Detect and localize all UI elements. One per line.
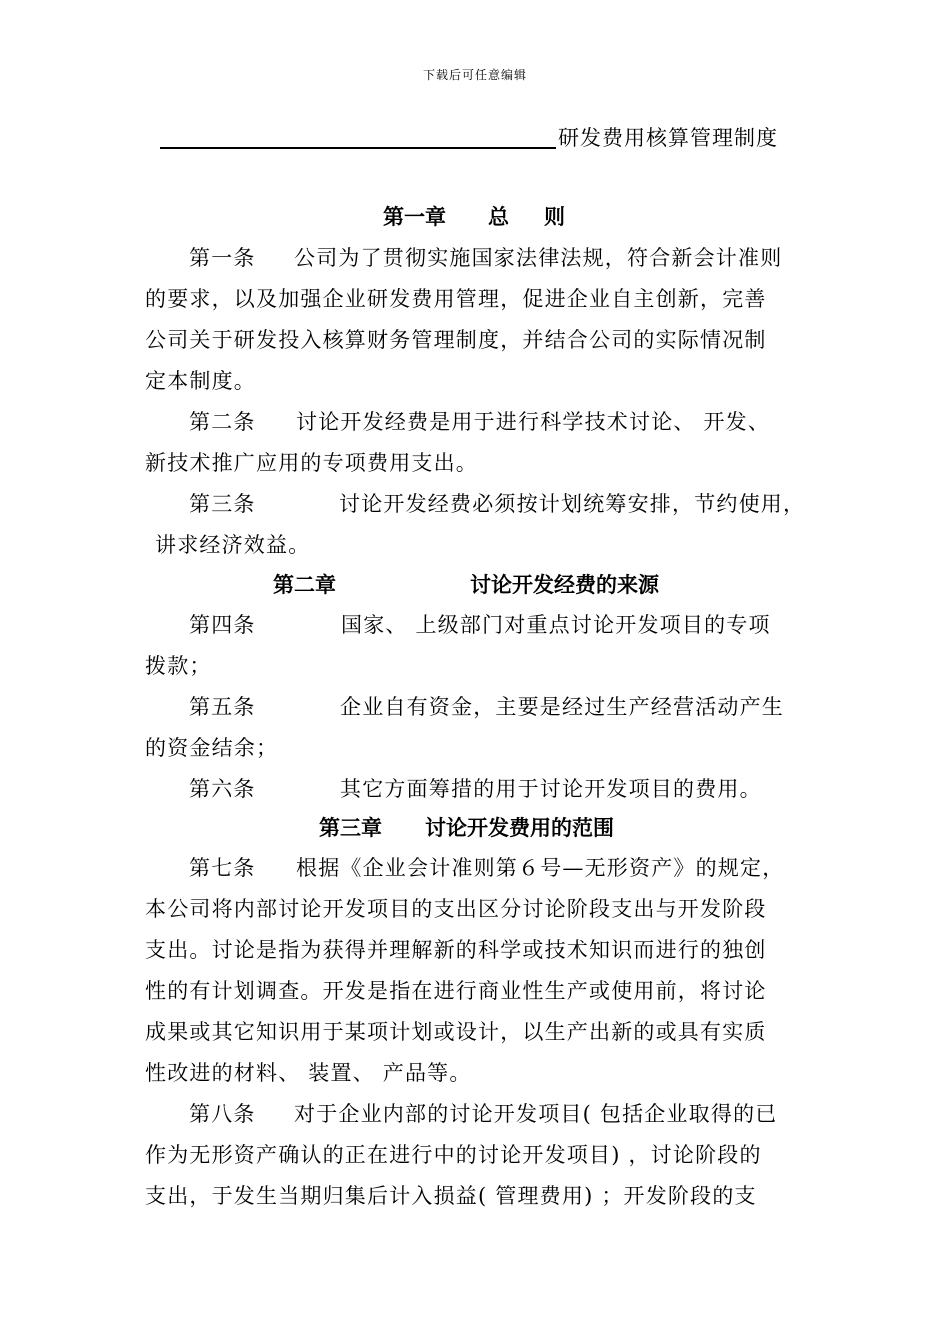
chapter-3-number: 第三章	[319, 815, 382, 840]
article-4-line-1: 国家、 上级部门对重点讨论开发项目的专项	[341, 613, 771, 637]
article-3-line-1: 讨论开发经费必须按计划统筹安排，节约使用，	[339, 492, 806, 516]
article-8-line-2: 作为无形资产确认的正在进行中的讨论开发项目) ，讨论阶段的	[145, 1143, 762, 1167]
article-8-label: 第八条	[189, 1102, 256, 1126]
article-1-line-1: 公司为了贯彻实施国家法律法规，符合新会计准则	[294, 246, 783, 270]
article-7-line-1: 根据《企业会计准则第６号—无形资产》的规定，	[296, 856, 785, 880]
article-1-line-2: 的要求，以及加强企业研发费用管理，促进企业自主创新，完善	[145, 287, 767, 311]
chapter-3-title: 讨论开发费用的范围	[425, 815, 614, 840]
chapter-2-number: 第二章	[273, 572, 336, 597]
article-1-line-3: 公司关于研发投入核算财务管理制度，并结合公司的实际情况制	[145, 328, 767, 352]
article-8-line-3: 支出，于发生当期归集后计入损益( 管理费用) ；开发阶段的支	[145, 1184, 757, 1208]
article-2-label: 第二条	[189, 410, 256, 434]
article-1-label: 第一条	[189, 246, 256, 270]
document-title-row	[160, 122, 800, 152]
article-4-line-2: 拨款；	[145, 654, 212, 678]
title-blank-underline	[160, 122, 556, 149]
article-2-line-1: 讨论开发经费是用于进行科学技术讨论、 开发、	[296, 410, 771, 434]
article-6-line-1: 其它方面筹措的用于讨论开发项目的费用。	[340, 777, 762, 801]
article-7-line-6: 性改进的材料、 装置、 产品等。	[145, 1061, 472, 1085]
chapter-1-number: 第一章	[383, 204, 446, 229]
header-note: 下载后可任意编辑	[422, 68, 527, 82]
chapter-1-title-part-2: 则	[544, 204, 565, 229]
article-7-label: 第七条	[189, 856, 256, 880]
article-4-label: 第四条	[189, 613, 256, 637]
article-5-line-1: 企业自有资金，主要是经过生产经营活动产生	[340, 695, 784, 719]
chapter-2-title: 讨论开发经费的来源	[470, 572, 659, 597]
article-5-label: 第五条	[189, 695, 256, 719]
article-7-line-2: 本公司将内部讨论开发项目的支出区分讨论阶段支出与开发阶段	[145, 897, 767, 921]
article-2-line-2: 新技术推广应用的专项费用支出。	[145, 451, 478, 475]
article-5-line-2: 的资金结余；	[145, 736, 279, 760]
article-1-line-4: 定本制度。	[145, 369, 256, 393]
article-7-line-5: 成果或其它知识用于某项计划或设计，以生产出新的或具有实质	[145, 1020, 767, 1044]
chapter-1-title-part-1: 总	[488, 204, 509, 229]
article-7-line-4: 性的有计划调查。开发是指在进行商业性生产或使用前，将讨论	[145, 979, 767, 1003]
article-8-line-1: 对于企业内部的讨论开发项目( 包括企业取得的已	[294, 1102, 778, 1126]
article-7-line-3: 支出。讨论是指为获得并理解新的科学或技术知识而进行的独创	[145, 938, 767, 962]
article-3-line-2: 讲求经济效益。	[155, 533, 311, 557]
document-title: 研发费用核算管理制度	[558, 126, 778, 150]
article-6-label: 第六条	[189, 777, 256, 801]
article-3-label: 第三条	[189, 492, 256, 516]
